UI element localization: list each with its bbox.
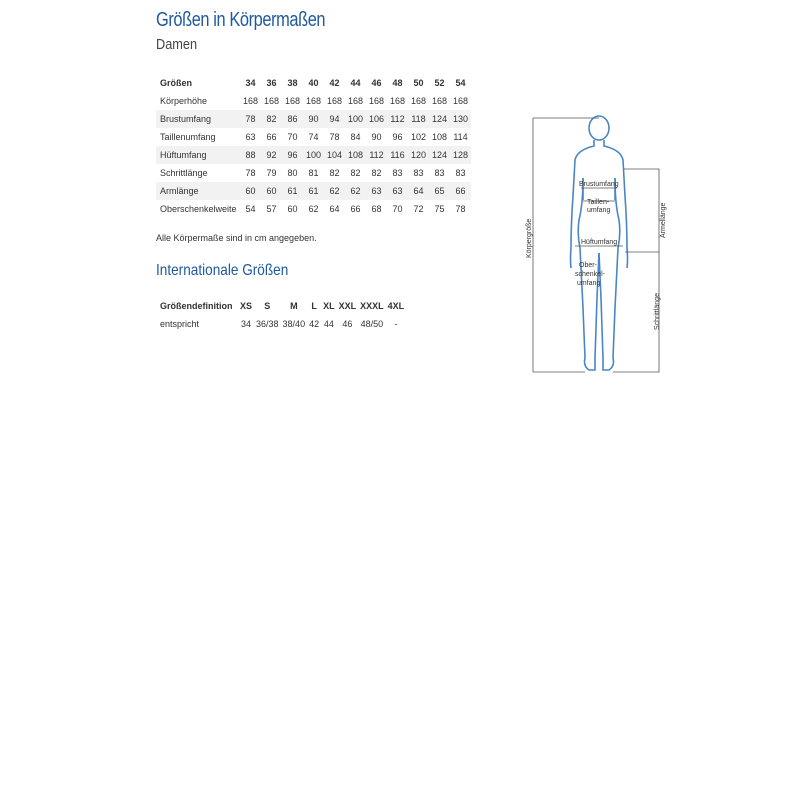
size-table-cell: 78 xyxy=(455,204,466,214)
size-table-row xyxy=(156,200,471,218)
size-table-row xyxy=(156,128,471,146)
size-table-row-label: Brustumfang xyxy=(160,114,212,124)
size-table-row xyxy=(156,146,471,164)
intl-table-cell: 46 xyxy=(342,319,353,329)
size-table-row-label: Oberschenkelweite xyxy=(160,204,237,214)
size-table-cell: 168 xyxy=(389,96,406,106)
label-brustumfang: Brustumfang xyxy=(579,181,619,188)
international-sizes-heading: Internationale Größen xyxy=(156,262,289,279)
size-table xyxy=(156,74,471,218)
size-table-cell: 60 xyxy=(287,204,298,214)
size-table-header-cell: Größen xyxy=(160,78,193,88)
size-table-cell: 168 xyxy=(368,96,385,106)
size-table-cell: 80 xyxy=(287,168,298,178)
measurement-note: Alle Körpermaße sind in cm angegeben. xyxy=(156,233,317,243)
size-table-cell: 100 xyxy=(347,114,364,124)
size-table-cell: 100 xyxy=(305,150,322,160)
size-table-cell: 83 xyxy=(392,168,403,178)
size-table-cell: 66 xyxy=(350,204,361,214)
size-table-row-label: Schrittlänge xyxy=(160,168,208,178)
size-table-cell: 96 xyxy=(287,150,298,160)
size-table-cell: 82 xyxy=(266,114,277,124)
size-table-cell: 94 xyxy=(329,114,340,124)
size-table-cell: 78 xyxy=(245,168,256,178)
size-table-cell: 104 xyxy=(326,150,343,160)
size-table-row xyxy=(156,164,471,182)
size-table-header-cell: 46 xyxy=(371,78,382,88)
size-table-cell: 70 xyxy=(392,204,403,214)
size-table-row xyxy=(156,182,471,200)
size-table-cell: 82 xyxy=(329,168,340,178)
size-table-cell: 70 xyxy=(287,132,298,142)
international-sizes-table xyxy=(156,297,406,333)
size-table-cell: 78 xyxy=(329,132,340,142)
size-table-cell: 168 xyxy=(452,96,469,106)
size-table-header-cell: 40 xyxy=(308,78,319,88)
size-table-cell: 86 xyxy=(287,114,298,124)
intl-table-cell: 44 xyxy=(323,319,334,329)
size-table-cell: 79 xyxy=(266,168,277,178)
intl-table-header-cell: S xyxy=(264,301,271,311)
intl-table-header-cell: XS xyxy=(240,301,253,311)
size-table-cell: 61 xyxy=(287,186,298,196)
size-table-header-cell: 34 xyxy=(245,78,256,88)
intl-table-cell: 48/50 xyxy=(360,319,384,329)
size-table-cell: 78 xyxy=(245,114,256,124)
size-table-cell: 96 xyxy=(392,132,403,142)
size-table-header-cell: 38 xyxy=(287,78,298,88)
size-table-cell: 118 xyxy=(411,114,426,124)
size-table-cell: 63 xyxy=(392,186,403,196)
size-table-cell: 64 xyxy=(413,186,424,196)
size-table-header-cell: 50 xyxy=(413,78,424,88)
size-table-cell: 74 xyxy=(308,132,319,142)
size-table-cell: 120 xyxy=(410,150,427,160)
size-table-cell: 168 xyxy=(431,96,448,106)
intl-table-header-cell: L xyxy=(311,301,317,311)
label-hueftumfang: Hüftumfang xyxy=(581,239,618,246)
intl-table-cell: - xyxy=(394,319,398,329)
size-table-cell: 72 xyxy=(413,204,424,214)
intl-table-header-cell: Größendefinition xyxy=(160,301,233,311)
size-table-cell: 116 xyxy=(390,150,405,160)
size-table-cell: 63 xyxy=(245,132,256,142)
size-table-cell: 63 xyxy=(371,186,382,196)
label-taillen: Taillen- xyxy=(587,199,610,206)
size-table-cell: 90 xyxy=(371,132,382,142)
intl-table-header-cell: 4XL xyxy=(387,301,405,311)
size-table-cell: 168 xyxy=(326,96,343,106)
size-table-cell: 90 xyxy=(308,114,319,124)
size-table-cell: 84 xyxy=(350,132,361,142)
size-table-row-label: Armlänge xyxy=(160,186,199,196)
intl-table-header-cell: XL xyxy=(323,301,335,311)
size-table-cell: 61 xyxy=(308,186,319,196)
size-table-cell: 54 xyxy=(245,204,256,214)
size-table-cell: 64 xyxy=(329,204,340,214)
size-table-cell: 62 xyxy=(308,204,319,214)
size-table-cell: 168 xyxy=(263,96,280,106)
size-table-cell: 168 xyxy=(284,96,301,106)
size-table-cell: 82 xyxy=(350,168,361,178)
size-table-row-label: Taillenumfang xyxy=(160,132,216,142)
intl-table-header-row xyxy=(156,297,406,315)
intl-table-row-label: entspricht xyxy=(160,319,200,329)
size-table-cell: 168 xyxy=(305,96,322,106)
size-table-cell: 60 xyxy=(245,186,256,196)
size-table-cell: 83 xyxy=(455,168,466,178)
body-measurement-figure xyxy=(525,108,665,376)
size-table-row-label: Hüftumfang xyxy=(160,150,207,160)
size-table-row-label: Körperhöhe xyxy=(160,96,208,106)
size-table-cell: 83 xyxy=(413,168,424,178)
size-table-cell: 83 xyxy=(434,168,445,178)
size-table-cell: 68 xyxy=(371,204,382,214)
size-table-cell: 82 xyxy=(371,168,382,178)
label-schrittlaenge: Schrittlänge xyxy=(654,293,661,330)
intl-table-cell: 36/38 xyxy=(256,319,279,329)
size-table-cell: 168 xyxy=(242,96,259,106)
intl-table-cell: 34 xyxy=(241,319,252,329)
intl-table-cell: 42 xyxy=(309,319,320,329)
size-table-header-cell: 52 xyxy=(434,78,445,88)
intl-table-row xyxy=(156,315,406,333)
intl-table-header-cell: XXL xyxy=(338,301,357,311)
size-table-header-cell: 54 xyxy=(455,78,466,88)
size-table-header-cell: 48 xyxy=(392,78,403,88)
size-table-cell: 66 xyxy=(266,132,277,142)
size-table-cell: 88 xyxy=(245,150,256,160)
size-table-cell: 92 xyxy=(266,150,277,160)
size-table-cell: 130 xyxy=(452,114,469,124)
label-schenkel: schenkel- xyxy=(575,271,605,278)
intl-table-header-cell: M xyxy=(290,301,298,311)
size-table-cell: 124 xyxy=(431,114,448,124)
size-table-cell: 66 xyxy=(455,186,466,196)
size-table-header-cell: 44 xyxy=(350,78,361,88)
label-umfang: umfang xyxy=(577,280,601,287)
page-subtitle: Damen xyxy=(156,36,198,53)
intl-table-header-cell: XXXL xyxy=(360,301,384,311)
label-ober: Ober- xyxy=(579,262,597,269)
label-aermellaenge: Ärmellänge xyxy=(660,202,667,238)
size-table-cell: 108 xyxy=(347,150,364,160)
size-table-cell: 128 xyxy=(452,150,469,160)
size-table-cell: 108 xyxy=(431,132,448,142)
size-table-cell: 168 xyxy=(410,96,427,106)
size-table-header-cell: 42 xyxy=(329,78,340,88)
size-table-header-row xyxy=(156,74,471,92)
size-table-row xyxy=(156,92,471,110)
page-title: Größen in Körpermaßen xyxy=(156,9,326,31)
label-koerpergroesse: Körpergröße xyxy=(526,218,533,258)
size-table-cell: 81 xyxy=(308,168,319,178)
intl-table-cell: 38/40 xyxy=(282,319,306,329)
size-table-header-cell: 36 xyxy=(266,78,277,88)
size-table-cell: 124 xyxy=(431,150,448,160)
label-taillen-umfang: umfang xyxy=(587,207,611,214)
size-table-cell: 75 xyxy=(434,204,445,214)
size-table-cell: 65 xyxy=(434,186,445,196)
size-table-cell: 106 xyxy=(368,114,385,124)
size-table-row xyxy=(156,110,471,128)
size-table-cell: 168 xyxy=(347,96,364,106)
size-table-cell: 102 xyxy=(410,132,427,142)
size-table-cell: 60 xyxy=(266,186,277,196)
size-table-cell: 112 xyxy=(390,114,405,124)
size-table-cell: 114 xyxy=(453,132,468,142)
size-table-cell: 112 xyxy=(369,150,384,160)
size-table-cell: 57 xyxy=(266,204,277,214)
size-table-cell: 62 xyxy=(350,186,361,196)
size-table-cell: 62 xyxy=(329,186,340,196)
